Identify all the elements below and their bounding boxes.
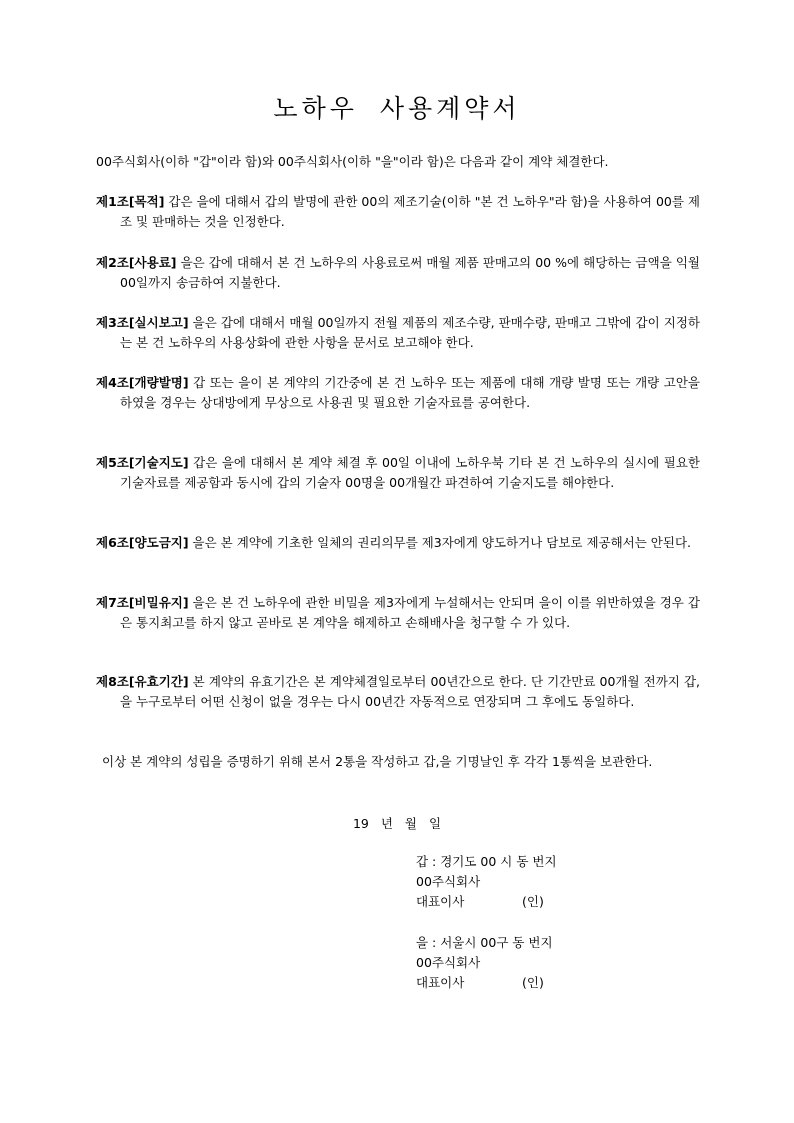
- party-b-company: 00주식회사: [416, 955, 481, 970]
- party-a-rep-title: 대표이사: [416, 894, 465, 909]
- article-6: [96, 533, 700, 553]
- party-a-company: 00주식회사: [416, 874, 481, 889]
- article-heading: 제8조[유효기간]: [96, 674, 189, 689]
- party-b-block: [416, 933, 696, 993]
- party-b-rep-title: 대표이사: [416, 975, 465, 990]
- document-title: 노하우 사용계약서: [273, 94, 521, 123]
- article-heading: 제1조[목적]: [96, 194, 165, 209]
- article-text: 을은 본 건 노하우에 관한 비밀을 제3자에게 누설해서는 안되며 을이 이를 위반하였을 경우 갑은 통지최고를 하지 않고 곧바로 본 계약을 해제하고 손해배사을 청구할 수 가 있다.: [120, 595, 700, 630]
- article-8: [96, 672, 700, 712]
- article-heading: 제6조[양도금지]: [96, 535, 189, 550]
- closing-paragraph: 이상 본 계약의 성립을 증명하기 위해 본서 2통을 작성하고 갑,을 기명날인 후 각각 1통씩을 보관한다.: [102, 754, 653, 769]
- article-4: [96, 373, 700, 413]
- article-text: 을은 갑에 대해서 매월 00일까지 전월 제품의 제조수량, 판매수량, 판매고 그밖에 갑이 지정하는 본 건 노하우의 사용상화에 관한 사항을 문서로 보고해야 한다.: [120, 315, 700, 350]
- party-a-seal: (인): [522, 894, 544, 909]
- article-text: 갑 또는 을이 본 계약의 기간중에 본 건 노하우 또는 제품에 대해 개량 발명 또는 개량 고안을 하였을 경우는 상대방에게 무상으로 사용권 및 필요한 기술자료를 공여한다.: [120, 375, 700, 410]
- article-heading: 제5조[기술지도]: [96, 455, 189, 470]
- article-text: 갑은 을에 대해서 본 계약 체결 후 00일 이내에 노하우북 기타 본 건 노하우의 실시에 필요한 기술자료를 제공함과 동시에 갑의 기술자 00명을 00개월간 파견하여 기술지도를 해야한다.: [120, 455, 700, 490]
- article-text: 본 계약의 유효기간은 본 계약체결일로부터 00년간으로 한다. 단 기간만료 00개월 전까지 갑,을 누구로부터 어떤 신청이 없을 경우는 다시 00년간 자동적으로 연장되며 그 후에도 동일하다.: [120, 674, 700, 709]
- party-a-address: 갑 : 경기도 00 시 동 번지: [416, 854, 557, 869]
- article-1: [96, 192, 700, 232]
- article-heading: 제2조[사용료]: [96, 255, 177, 270]
- article-2: [96, 253, 700, 293]
- party-a-block: [416, 852, 696, 912]
- party-b-representative: [416, 973, 696, 993]
- article-heading: 제7조[비밀유지]: [96, 595, 189, 610]
- article-heading: 제3조[실시보고]: [96, 315, 189, 330]
- intro-paragraph: 00주식회사(이하 "갑"이라 함)와 00주식회사(이하 "을"이라 함)은 다음과 같이 계약 체결한다.: [96, 154, 609, 169]
- article-text: 을은 갑에 대해서 본 건 노하우의 사용료로써 매월 제품 판매고의 00 %에 해당하는 금액을 익월 00일까지 송금하여 지불한다.: [120, 255, 700, 290]
- party-b-address: 을 : 서울시 00구 동 번지: [416, 935, 553, 950]
- contract-date: 19 년 월 일: [352, 816, 442, 831]
- article-heading: 제4조[개량발명]: [96, 375, 189, 390]
- article-text: 을은 본 계약에 기초한 일체의 권리의무를 제3자에게 양도하거나 담보로 제공해서는 안된다.: [188, 535, 691, 550]
- article-text: 갑은 을에 대해서 갑의 발명에 관한 00의 제조기술(이하 "본 건 노하우"라 함)을 사용하여 00를 제조 및 판매하는 것을 인정한다.: [120, 194, 700, 229]
- article-5: [96, 453, 700, 493]
- party-a-representative: [416, 892, 696, 912]
- article-3: [96, 313, 700, 353]
- party-b-seal: (인): [522, 975, 544, 990]
- article-7: [96, 593, 700, 633]
